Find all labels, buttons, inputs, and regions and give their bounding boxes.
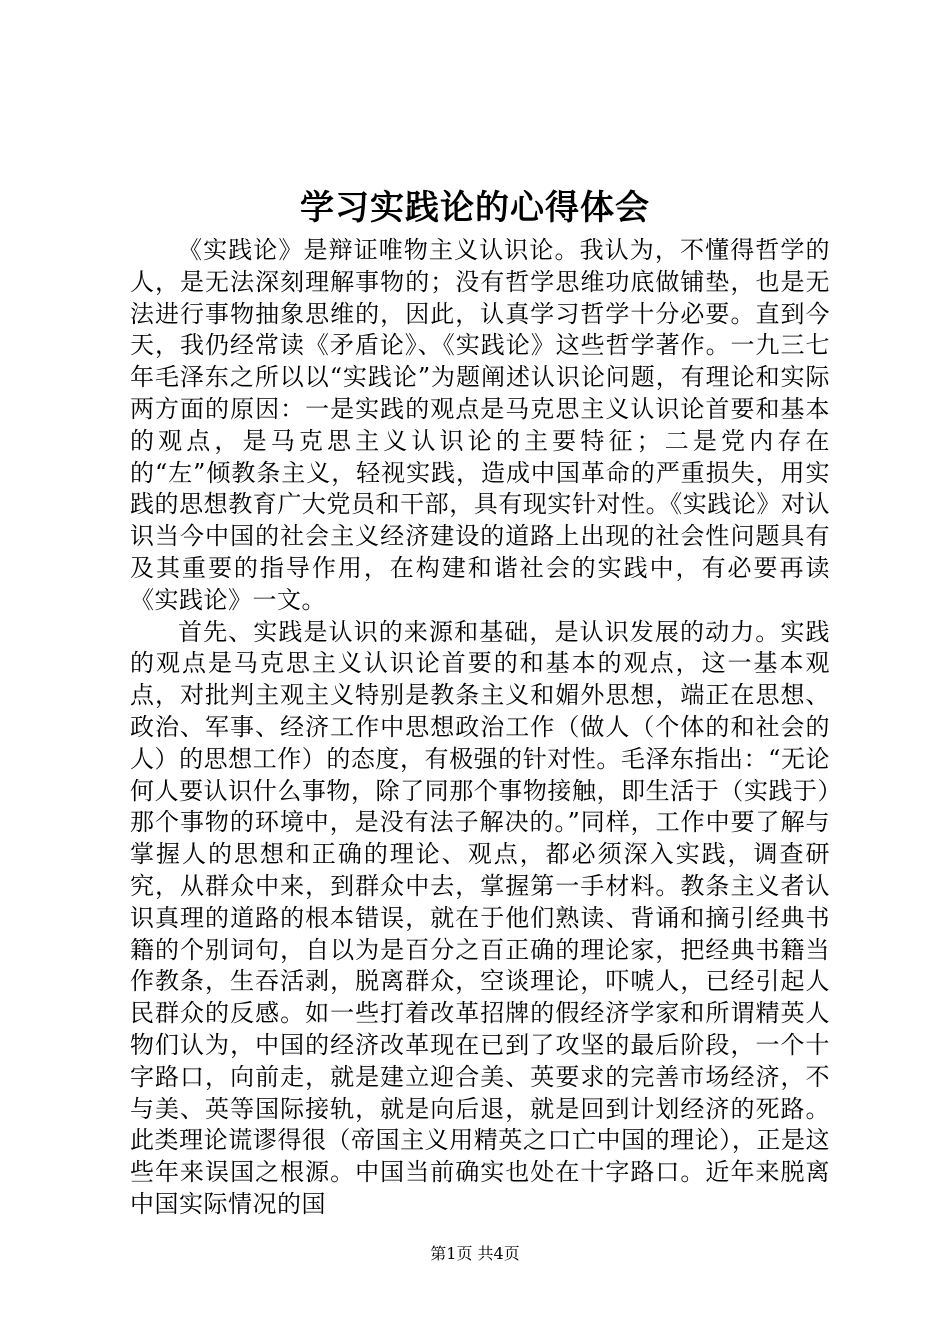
- document-body: [130, 235, 830, 1221]
- page-footer: 第1页 共4页: [430, 1244, 520, 1263]
- paragraph-1: 《实践论》是辩证唯物主义认识论。我认为，不懂得哲学的人，是无法深刻理解事物的；没有哲学思维功底做铺垫，也是无法进行事物抽象思维的，因此，认真学习哲学十分必要。直到今天，我仍经常读《矛盾论》、《实践论》这些哲学著作。一九三七年毛泽东之所以以“实践论”为题阐述认识论问题，有理论和实际两方面的原因：一是实践的观点是马克思主义认识论首要和基本的观点，是马克思主义认识论的主要特征；二是党内存在的“左”倾教条主义，轻视实践，造成中国革命的严重损失，用实践的思想教育广大党员和干部，具有现实针对性。《实践论》对认识当今中国的社会主义经济建设的道路上出现的社会性问题具有及其重要的指导作用，在构建和谐社会的实践中，有必要再读《实践论》一文。: [130, 236, 830, 614]
- paragraph-2: 首先、实践是认识的来源和基础，是认识发展的动力。实践的观点是马克思主义认识论首要的和基本的观点，这一基本观点，对批判主观主义特别是教条主义和媚外思想，端正在思想、政治、军事、经济工作中思想政治工作（做人（个体的和社会的人）的思想工作）的态度，有极强的针对性。毛泽东指出：“无论何人要认识什么事物，除了同那个事物接触，即生活于（实践于）那个事物的环境中，是没有法子解决的。”同样，工作中要了解与掌握人的思想和正确的理论、观点，都必须深入实践，调查研究，从群众中来，到群众中去，掌握第一手材料。教条主义者认识真理的道路的根本错误，就在于他们熟读、背诵和摘引经典书籍的个别词句，自以为是百分之百正确的理论家，把经典书籍当作教条，生吞活剥，脱离群众，空谈理论，吓唬人，已经引起人民群众的反感。如一些打着改革招牌的假经济学家和所谓精英人物们认为，中国的经济改革现在已到了攻坚的最后阶段，一个十字路口，向前走，就是建立迎合美、英要求的完善市场经济，不与美、英等国际接轨，就是向后退，就是回到计划经济的死路。此类理论谎谬得很（帝国主义用精英之口亡中国的理论），正是这些年来误国之根源。中国当前确实也处在十字路口。近年来脱离中国实际情况的国: [130, 617, 830, 1218]
- document-title: 学习实践论的心得体会: [300, 188, 650, 228]
